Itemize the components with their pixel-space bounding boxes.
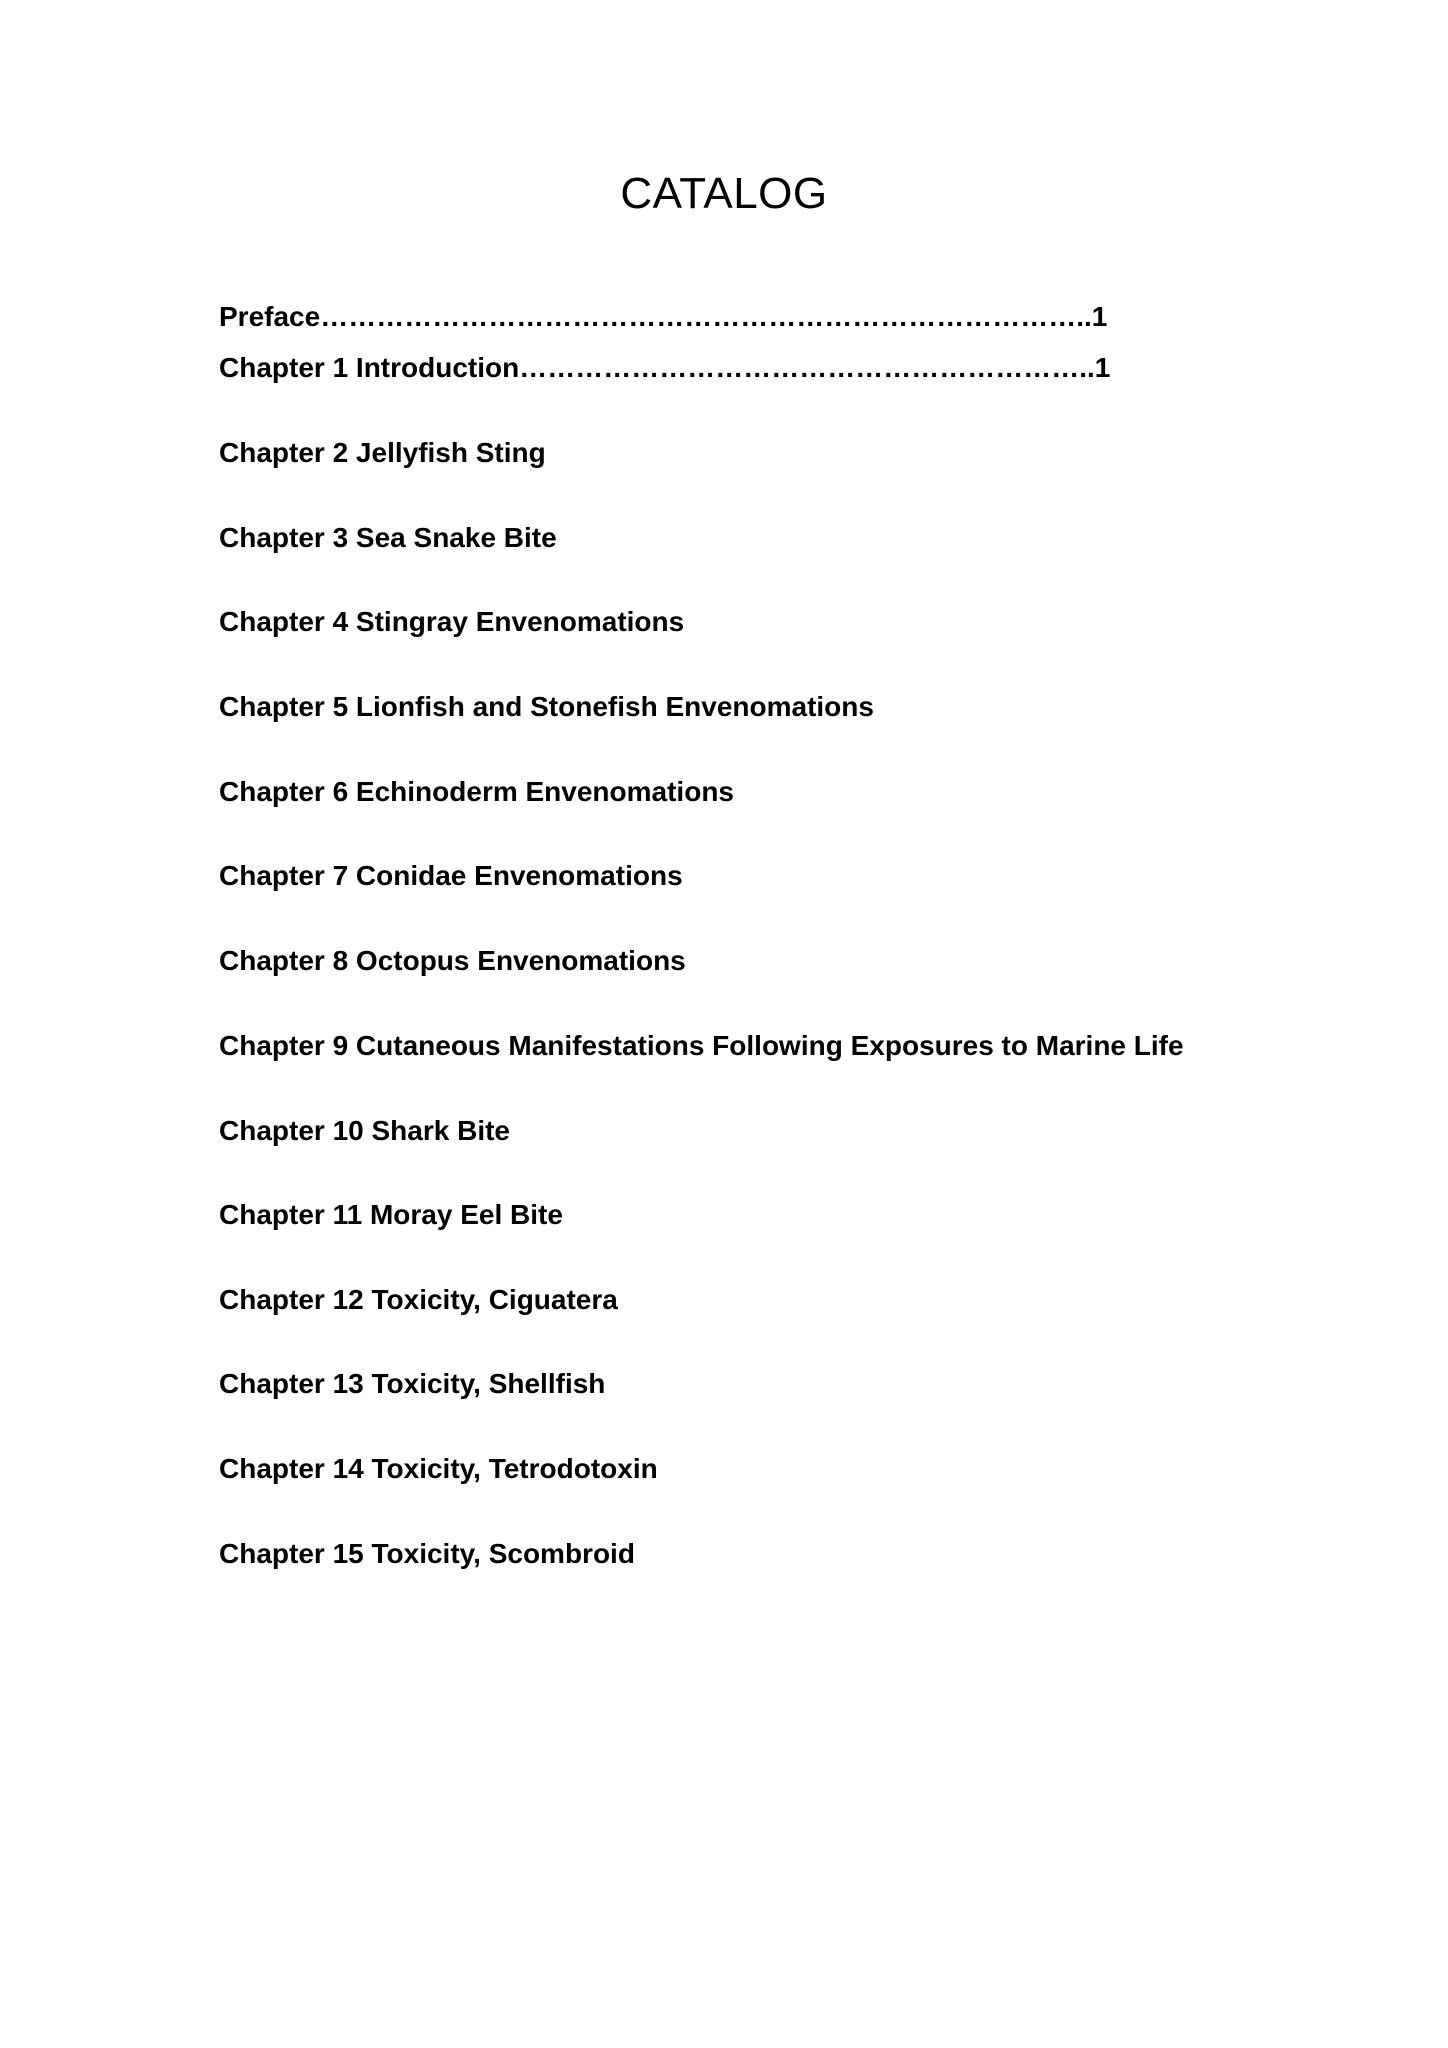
toc-entry-page: 1 <box>1091 301 1108 332</box>
toc-entry-label: Chapter 2 Jellyfish Sting <box>219 437 546 468</box>
toc-entry-chapter-10 <box>219 1117 510 1145</box>
toc-entry-chapter-7 <box>219 862 683 890</box>
toc-entry-chapter-15 <box>219 1540 635 1568</box>
toc-entry-label: Chapter 8 Octopus Envenomations <box>219 945 686 976</box>
toc-entry-chapter-5 <box>219 693 874 721</box>
toc-entry-label: Chapter 5 Lionfish and Stonefish Envenomations <box>219 691 874 722</box>
toc-entry-chapter-6 <box>219 778 734 806</box>
toc-entry-chapter-14 <box>219 1455 658 1483</box>
toc-entry-chapter-11 <box>219 1201 563 1229</box>
toc-entry-chapter-1 <box>219 354 1110 382</box>
toc-entry-label: Chapter 15 Toxicity, Scombroid <box>219 1538 635 1569</box>
toc-entry-chapter-9 <box>219 1032 1184 1060</box>
toc-entry-chapter-8 <box>219 947 686 975</box>
toc-entry-chapter-13 <box>219 1370 605 1398</box>
toc-entry-label: Chapter 14 Toxicity, Tetrodotoxin <box>219 1453 658 1484</box>
toc-entry-chapter-3 <box>219 524 557 552</box>
toc-entry-label: Chapter 13 Toxicity, Shellfish <box>219 1368 606 1399</box>
toc-entry-leader: …………………………………………………….. <box>519 352 1095 383</box>
toc-entry-label: Chapter 11 Moray Eel Bite <box>219 1199 563 1230</box>
toc-entry-chapter-2 <box>219 439 546 467</box>
toc-entry-label: Chapter 12 Toxicity, Ciguatera <box>219 1284 618 1315</box>
toc-entry-chapter-4 <box>219 608 684 636</box>
toc-entry-label: Chapter 6 Echinoderm Envenomations <box>219 776 734 807</box>
toc-entry-label: Preface <box>219 301 321 332</box>
toc-entry-label: Chapter 10 Shark Bite <box>219 1115 510 1146</box>
toc-entry-label: Chapter 7 Conidae Envenomations <box>219 860 683 891</box>
toc-entry-page: 1 <box>1094 352 1111 383</box>
toc-entry-label: Chapter 9 Cutaneous Manifestations Following Exposures to Marine Life <box>219 1030 1184 1061</box>
toc-entry-preface <box>219 303 1107 331</box>
toc-entry-label: Chapter 3 Sea Snake Bite <box>219 522 557 553</box>
toc-entry-leader: ……………………………………………………………………….. <box>320 301 1092 332</box>
toc-entry-chapter-12 <box>219 1286 618 1314</box>
toc-entry-label: Chapter 4 Stingray Envenomations <box>219 606 685 637</box>
page-title: CATALOG <box>620 169 828 218</box>
toc-entry-label: Chapter 1 Introduction <box>219 352 520 383</box>
